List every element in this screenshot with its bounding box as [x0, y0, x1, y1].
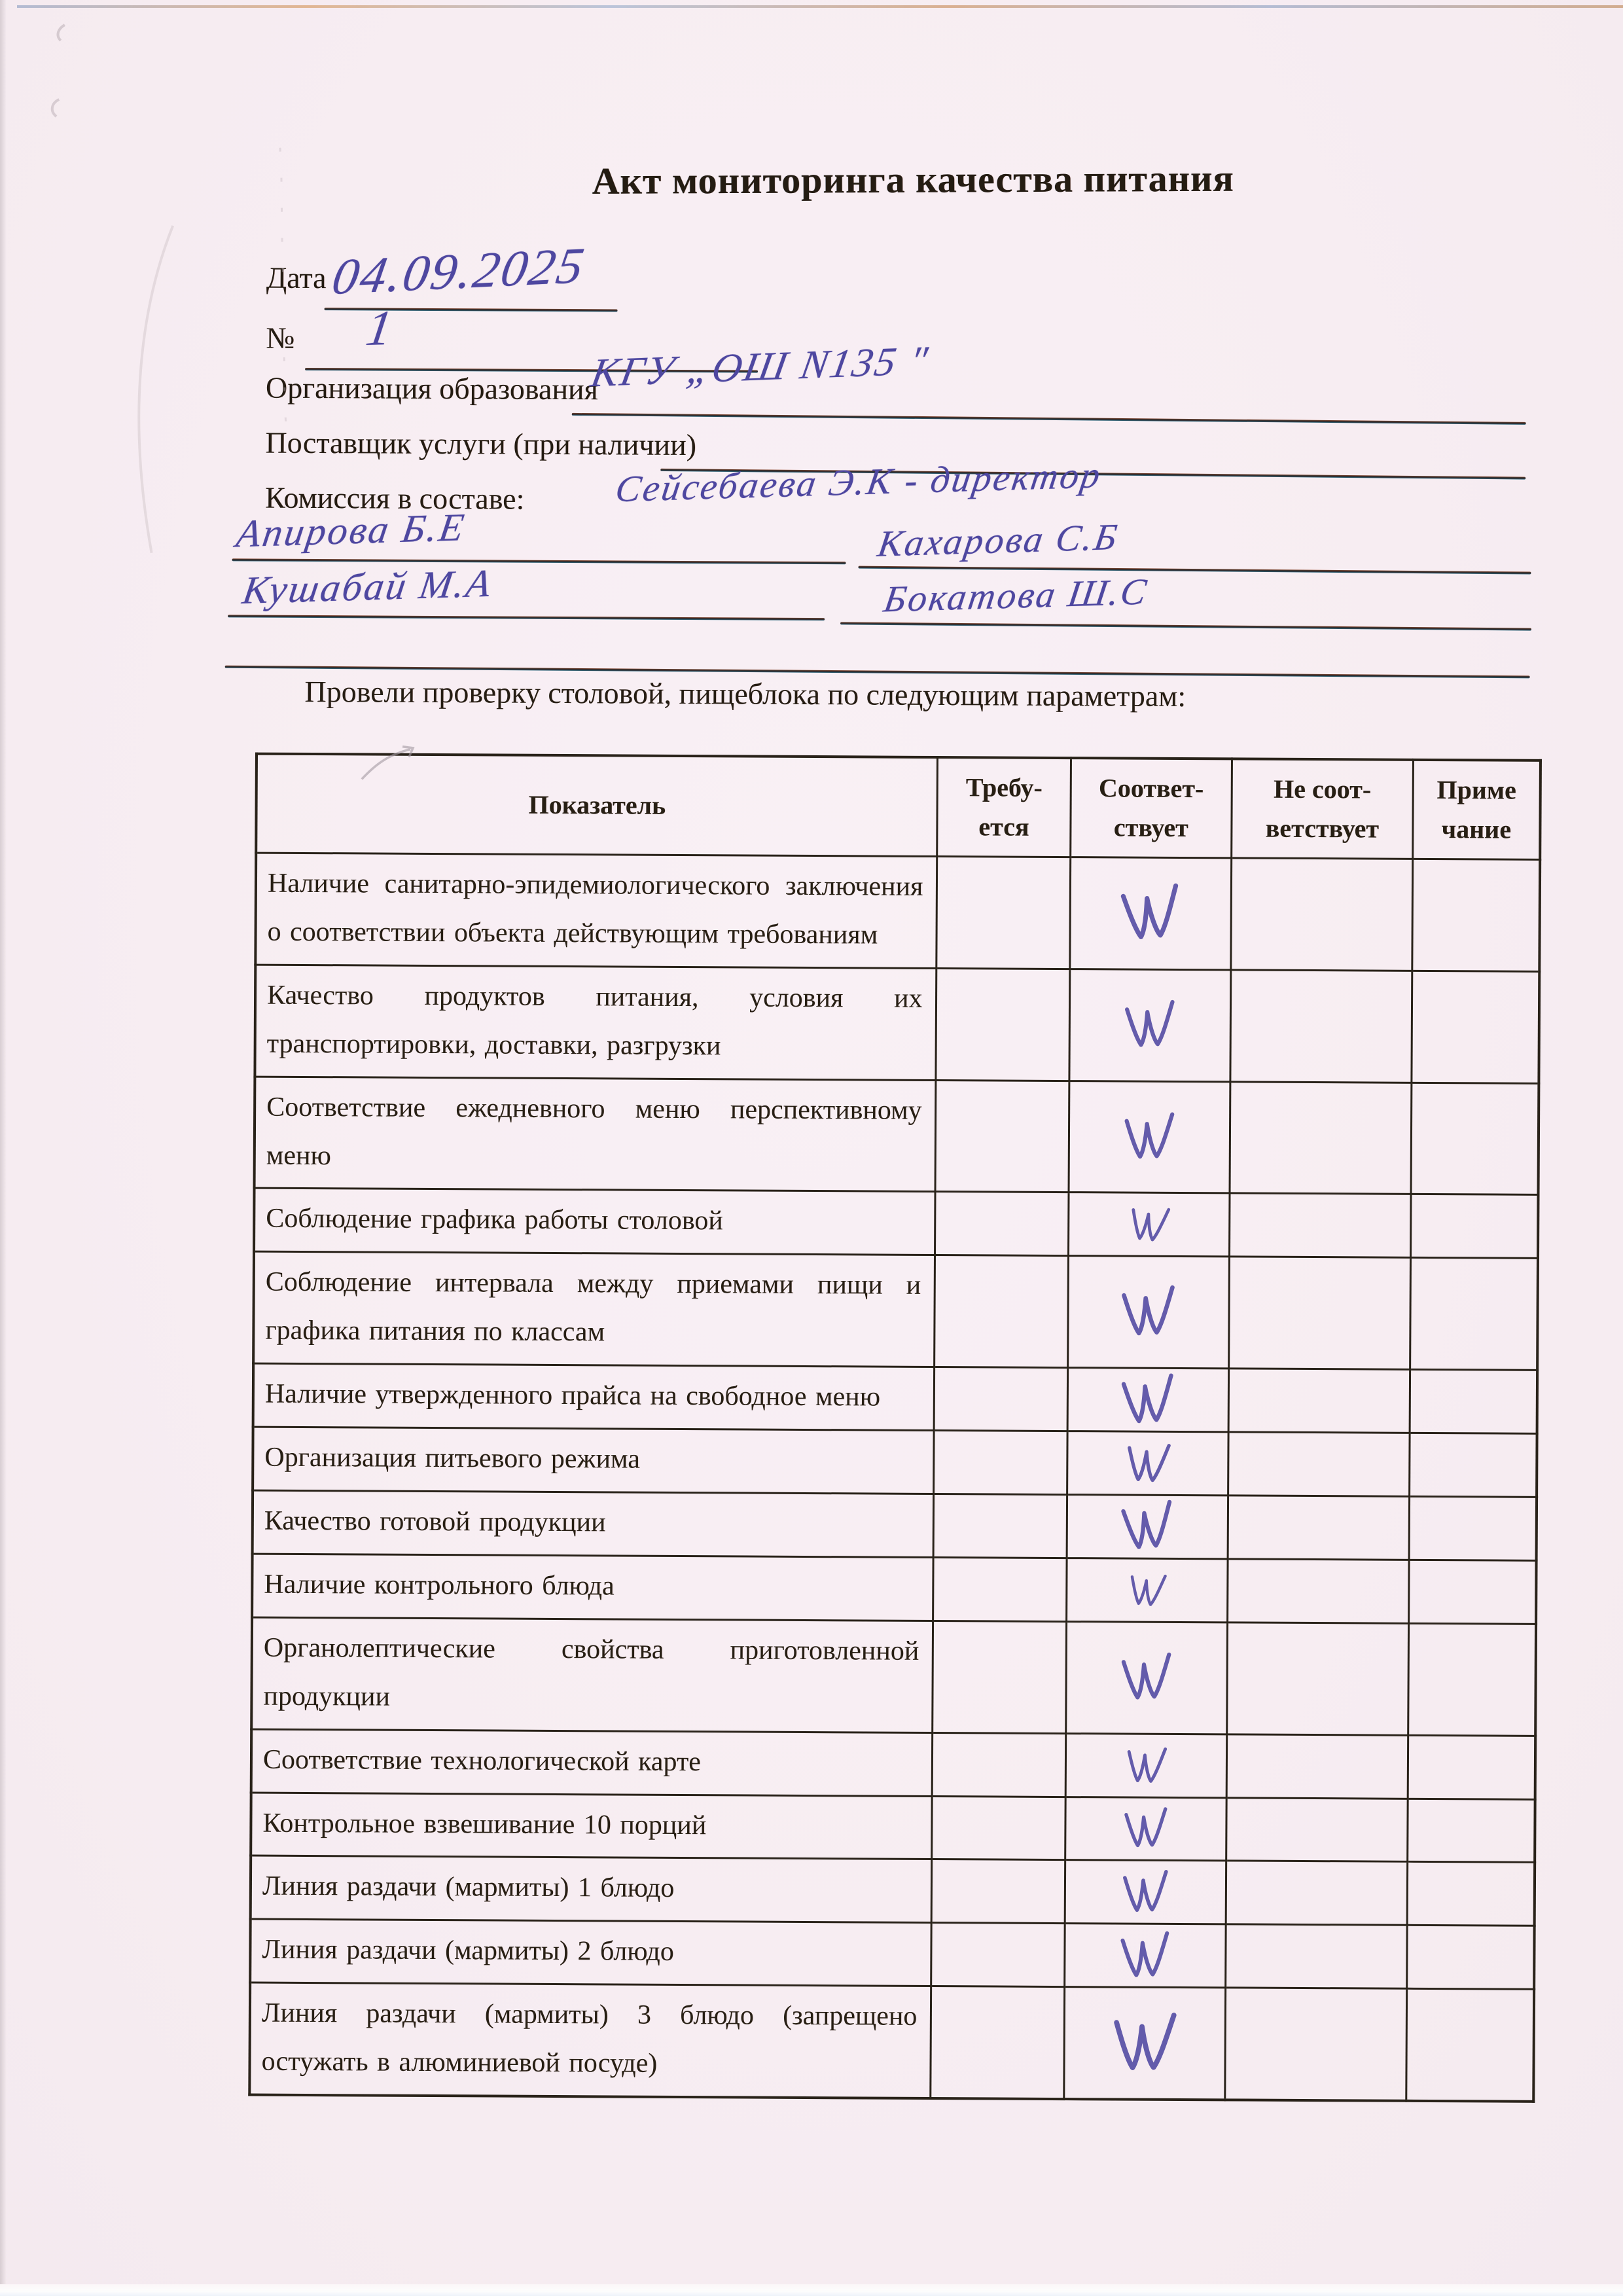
date-value-handwriting: 04.09.2025	[328, 236, 590, 306]
not-conforms-cell	[1228, 1496, 1409, 1560]
conforms-cell	[1065, 1860, 1226, 1924]
note-cell	[1407, 1862, 1535, 1926]
indicator-cell: Качество продуктов питания, условия их транспортировки, доставки, разгрузки	[255, 965, 936, 1080]
checkmark-icon	[1122, 1439, 1173, 1488]
organization-value-handwriting: КГУ „ОШ N135 "	[588, 338, 933, 396]
required-cell	[935, 1255, 1068, 1368]
indicator-cell: Наличие санитарно-эпидемиологического заключения о соответствии объекта действующим требованиям	[255, 853, 937, 968]
checkmark-icon	[1117, 1371, 1179, 1430]
not-conforms-cell	[1228, 1432, 1410, 1496]
not-conforms-cell	[1226, 1924, 1407, 1988]
organization-label: Организация образования	[265, 370, 598, 406]
table-row	[251, 1856, 1535, 1926]
conforms-cell	[1067, 1256, 1229, 1369]
required-cell	[933, 1732, 1066, 1797]
checkmark-icon	[1125, 1202, 1172, 1247]
table-row	[255, 965, 1539, 1083]
checkmark-icon	[1119, 1867, 1171, 1916]
note-cell	[1411, 1083, 1539, 1195]
required-cell	[931, 1986, 1064, 2099]
not-conforms-cell	[1229, 1193, 1410, 1257]
table-row	[249, 1982, 1534, 2102]
number-label: №	[266, 321, 295, 355]
not-conforms-cell	[1231, 858, 1413, 971]
checkmark-icon	[1116, 1929, 1174, 1983]
table-header-row	[256, 754, 1541, 860]
header-indicator: Показатель	[256, 754, 938, 857]
required-cell	[934, 1431, 1067, 1495]
committee-underline-right-2	[840, 622, 1531, 630]
required-cell	[934, 1494, 1067, 1558]
checkmark-icon	[1117, 1650, 1176, 1706]
table-row	[255, 853, 1540, 971]
indicator-cell: Соблюдение интервала между приемами пищи и графика питания по классам	[253, 1251, 935, 1367]
checkmark-icon	[1109, 2009, 1180, 2077]
number-value-handwriting: 1	[363, 300, 398, 357]
note-cell	[1410, 1369, 1537, 1433]
required-cell	[935, 1192, 1069, 1256]
required-cell	[933, 1557, 1067, 1621]
note-cell	[1412, 859, 1541, 971]
indicator-cell: Соответствие ежедневного меню перспективному меню	[255, 1077, 936, 1192]
checkmark-icon	[1120, 1109, 1178, 1164]
committee-underline-left-2	[228, 615, 825, 620]
note-cell	[1410, 1258, 1538, 1371]
monitoring-table	[248, 753, 1542, 2103]
table-row	[253, 1363, 1537, 1433]
conforms-cell	[1067, 1368, 1229, 1432]
checkmark-icon	[1125, 1570, 1169, 1611]
table-row	[251, 1729, 1535, 1799]
checkmark-icon	[1116, 1498, 1179, 1556]
table-row	[251, 1793, 1535, 1863]
committee-member-3-handwriting: Кахарова С.Б	[875, 516, 1122, 565]
indicator-cell: Органолептические свойства приготовленной продукции	[251, 1617, 933, 1732]
not-conforms-cell	[1229, 1257, 1411, 1369]
document-title: Акт мониторинга качества питания	[592, 156, 1234, 202]
indicator-cell: Линия раздачи (мармиты) 2 блюдо	[250, 1919, 931, 1986]
table-row	[252, 1554, 1536, 1624]
date-label: Дата	[266, 260, 327, 295]
not-conforms-cell	[1226, 1797, 1408, 1861]
conforms-cell	[1066, 1558, 1228, 1622]
note-cell	[1407, 1799, 1535, 1863]
note-cell	[1408, 1735, 1535, 1799]
committee-member-4-handwriting: Кушабай М.А	[240, 561, 496, 613]
not-conforms-cell	[1230, 970, 1412, 1083]
checkmark-icon	[1117, 1283, 1180, 1342]
conforms-cell	[1068, 1193, 1230, 1257]
table-row	[255, 1077, 1539, 1195]
indicator-cell: Соответствие технологической карте	[251, 1729, 933, 1796]
committee-underline-right-1	[858, 566, 1531, 575]
conforms-cell	[1069, 1081, 1230, 1193]
note-cell	[1408, 1560, 1536, 1624]
checkmark-icon	[1120, 997, 1179, 1053]
required-cell	[936, 857, 1070, 969]
required-cell	[935, 1367, 1068, 1431]
not-conforms-cell	[1230, 1081, 1412, 1194]
conforms-cell	[1063, 1987, 1225, 2100]
committee-member-2-handwriting: Апирова Б.Е	[234, 505, 469, 556]
table-row	[253, 1427, 1537, 1497]
conforms-cell	[1069, 969, 1231, 1081]
not-conforms-cell	[1225, 1988, 1407, 2101]
supplier-label: Поставщик услуги (при наличии)	[265, 425, 697, 462]
required-cell	[932, 1859, 1065, 1924]
indicator-cell: Качество готовой продукции	[253, 1490, 934, 1557]
checkmark-icon	[1123, 1744, 1169, 1787]
header-required: Требу-ется	[937, 757, 1071, 857]
not-conforms-cell	[1226, 1734, 1408, 1798]
date-underline	[325, 308, 618, 312]
conforms-cell	[1069, 857, 1231, 970]
indicator-cell: Наличие утвержденного прайса на свободное меню	[253, 1363, 935, 1430]
intro-paragraph: Провели проверку столовой, пищеблока по следующим параметрам:	[304, 674, 1186, 713]
not-conforms-cell	[1228, 1369, 1410, 1433]
committee-label: Комиссия в составе:	[264, 480, 525, 516]
committee-member-5-handwriting: Бокатова Ш.С	[881, 571, 1151, 620]
committee-member-1-handwriting: Сейсебаева Э.К - директор	[613, 454, 1105, 511]
note-cell	[1406, 1926, 1534, 1990]
note-cell	[1406, 1989, 1535, 2102]
conforms-cell	[1067, 1431, 1228, 1496]
required-cell	[936, 968, 1069, 1081]
checkmark-icon	[1115, 880, 1185, 947]
table-row	[253, 1251, 1538, 1370]
indicator-cell: Соблюдение графика работы столовой	[254, 1189, 935, 1255]
table-row	[251, 1617, 1536, 1736]
required-cell	[932, 1796, 1065, 1860]
indicator-cell: Линия раздачи (мармиты) 1 блюдо	[251, 1856, 932, 1922]
note-cell	[1409, 1496, 1537, 1560]
not-conforms-cell	[1228, 1559, 1409, 1623]
header-not-conforms: Не соот-ветствует	[1232, 759, 1414, 859]
note-cell	[1412, 971, 1540, 1083]
checkmark-icon	[1121, 1805, 1171, 1852]
conforms-cell	[1065, 1621, 1227, 1734]
indicator-cell: Контрольное взвешивание 10 порций	[251, 1793, 932, 1859]
committee-underline-left-1	[232, 558, 846, 564]
note-cell	[1410, 1194, 1538, 1259]
table-row	[250, 1919, 1534, 1989]
table-row	[253, 1490, 1537, 1560]
table-row	[254, 1189, 1538, 1259]
note-cell	[1409, 1433, 1537, 1497]
header-note: Приме чание	[1413, 760, 1541, 860]
conforms-cell	[1065, 1733, 1227, 1797]
required-cell	[935, 1080, 1069, 1193]
indicator-cell: Наличие контрольного блюда	[252, 1554, 933, 1621]
organization-underline	[572, 413, 1526, 425]
required-cell	[931, 1923, 1065, 1987]
conforms-cell	[1064, 1924, 1226, 1988]
not-conforms-cell	[1226, 1861, 1407, 1925]
indicator-cell: Организация питьевого режима	[253, 1427, 934, 1494]
conforms-cell	[1067, 1495, 1228, 1559]
not-conforms-cell	[1227, 1623, 1409, 1735]
required-cell	[933, 1621, 1066, 1733]
header-conforms: Соответ-ствует	[1070, 758, 1232, 858]
indicator-cell: Линия раздачи (мармиты) 3 блюдо (запрещено остужать в алюминиевой посуде)	[249, 1982, 931, 2098]
note-cell	[1408, 1623, 1537, 1736]
conforms-cell	[1065, 1797, 1226, 1861]
